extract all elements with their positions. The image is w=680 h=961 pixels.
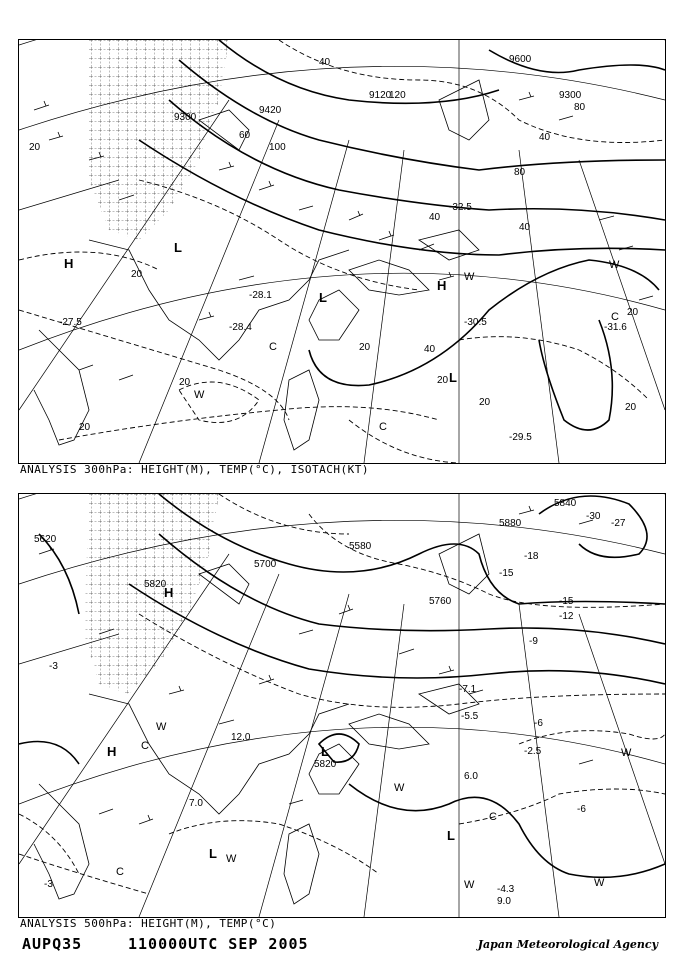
isotach-label: 20: [179, 377, 191, 388]
isotach-label: 20: [79, 422, 91, 433]
isotach-label: 20: [359, 342, 371, 353]
height-label: 5840: [554, 498, 577, 509]
isotach-label: 80: [514, 167, 526, 178]
map-panel-500hpa: [18, 493, 666, 918]
station-temp: -2.5: [524, 746, 542, 757]
station-temp: -7.1: [459, 684, 477, 695]
cold-marker: C: [611, 311, 619, 323]
temp-label: -3: [49, 661, 58, 672]
station-temp: 12.0: [231, 732, 251, 743]
temp-label: -15: [499, 568, 514, 579]
station-temp: -27.5: [59, 317, 82, 328]
station-temp: -32.5: [449, 202, 472, 213]
temp-label: -9: [529, 636, 538, 647]
isotach-label: 20: [627, 307, 639, 318]
map-300hpa-svg: [19, 40, 665, 463]
station-temp: 7.0: [189, 798, 203, 809]
low-marker: L: [209, 846, 217, 861]
isotach-label: 40: [519, 222, 531, 233]
isotach-label: 120: [389, 90, 406, 101]
temp-label: -30: [586, 511, 601, 522]
isotach-label: 40: [429, 212, 441, 223]
station-temp: -5.5: [461, 711, 479, 722]
isotach-label: 40: [319, 57, 331, 68]
height-label: 9120: [369, 90, 392, 101]
high-marker: H: [164, 585, 174, 600]
station-temp: 9.0: [497, 896, 511, 907]
station-temp: -31.6: [604, 322, 627, 333]
cold-marker: C: [269, 341, 277, 353]
temp-label: -27: [611, 518, 626, 529]
cold-marker: C: [116, 866, 124, 878]
warm-marker: W: [226, 853, 237, 865]
isotach-label: 40: [424, 344, 436, 355]
warm-marker: W: [464, 271, 475, 283]
warm-marker: W: [156, 721, 167, 733]
terrain-hatch: [89, 40, 229, 240]
station-temp: -28.1: [249, 290, 272, 301]
height-label: 5820: [314, 759, 337, 770]
height-label: 9300: [559, 90, 582, 101]
warm-marker: W: [194, 389, 205, 401]
cold-marker: C: [379, 421, 387, 433]
high-marker: H: [107, 744, 117, 759]
warm-marker: W: [394, 782, 405, 794]
temp-label: -15: [559, 596, 574, 607]
caption-300hpa: ANALYSIS 300hPa: HEIGHT(M), TEMP(°C), ISOTACH(KT): [20, 463, 370, 476]
warm-marker: W: [621, 747, 632, 759]
low-marker: L: [319, 290, 327, 305]
isotach-label: 20: [625, 402, 637, 413]
valid-time: 110000UTC SEP 2005: [128, 935, 309, 953]
temp-label: -6: [534, 718, 543, 729]
station-temp: 6.0: [464, 771, 478, 782]
station-temp: -28.4: [229, 322, 252, 333]
height-label: 5820: [144, 579, 167, 590]
warm-marker: W: [464, 879, 475, 891]
isotach-label: 80: [574, 102, 586, 113]
caption-500hpa: ANALYSIS 500hPa: HEIGHT(M), TEMP(°C): [20, 917, 277, 930]
height-label: 9600: [509, 54, 532, 65]
height-label: 9420: [259, 105, 282, 116]
map-500hpa-svg: [19, 494, 665, 917]
height-label: 9300: [174, 112, 197, 123]
station-temp: -4.3: [497, 884, 515, 895]
height-label: 5700: [254, 559, 277, 570]
cold-marker: C: [141, 740, 149, 752]
station-temp: -29.5: [509, 432, 532, 443]
isotach-label: 60: [239, 130, 251, 141]
high-marker: H: [437, 278, 447, 293]
isotach-label: 100: [269, 142, 286, 153]
temp-label: -6: [577, 804, 586, 815]
isotach-label: 40: [539, 132, 551, 143]
agency-name: Japan Meteorological Agency: [477, 938, 658, 951]
isotach-label: 20: [437, 375, 449, 386]
low-marker: L: [449, 370, 457, 385]
height-label: 5580: [349, 541, 372, 552]
chart-code: AUPQ35: [22, 935, 83, 953]
low-marker: L: [447, 828, 455, 843]
warm-marker: W: [609, 259, 620, 271]
low-marker: L: [321, 744, 329, 759]
height-label: 5620: [34, 534, 57, 545]
high-marker: H: [64, 256, 74, 271]
low-marker: L: [174, 240, 182, 255]
height-label: 5760: [429, 596, 452, 607]
map-panel-300hpa: [18, 39, 666, 464]
temp-label: -3: [44, 879, 53, 890]
isotach-label: 20: [29, 142, 41, 153]
height-label: 5880: [499, 518, 522, 529]
isotach-label: 20: [479, 397, 491, 408]
station-temp: -30.5: [464, 317, 487, 328]
temp-label: -18: [524, 551, 539, 562]
cold-marker: C: [489, 811, 497, 823]
temp-label: -12: [559, 611, 574, 622]
isotach-label: 20: [131, 269, 143, 280]
warm-marker: W: [594, 877, 605, 889]
